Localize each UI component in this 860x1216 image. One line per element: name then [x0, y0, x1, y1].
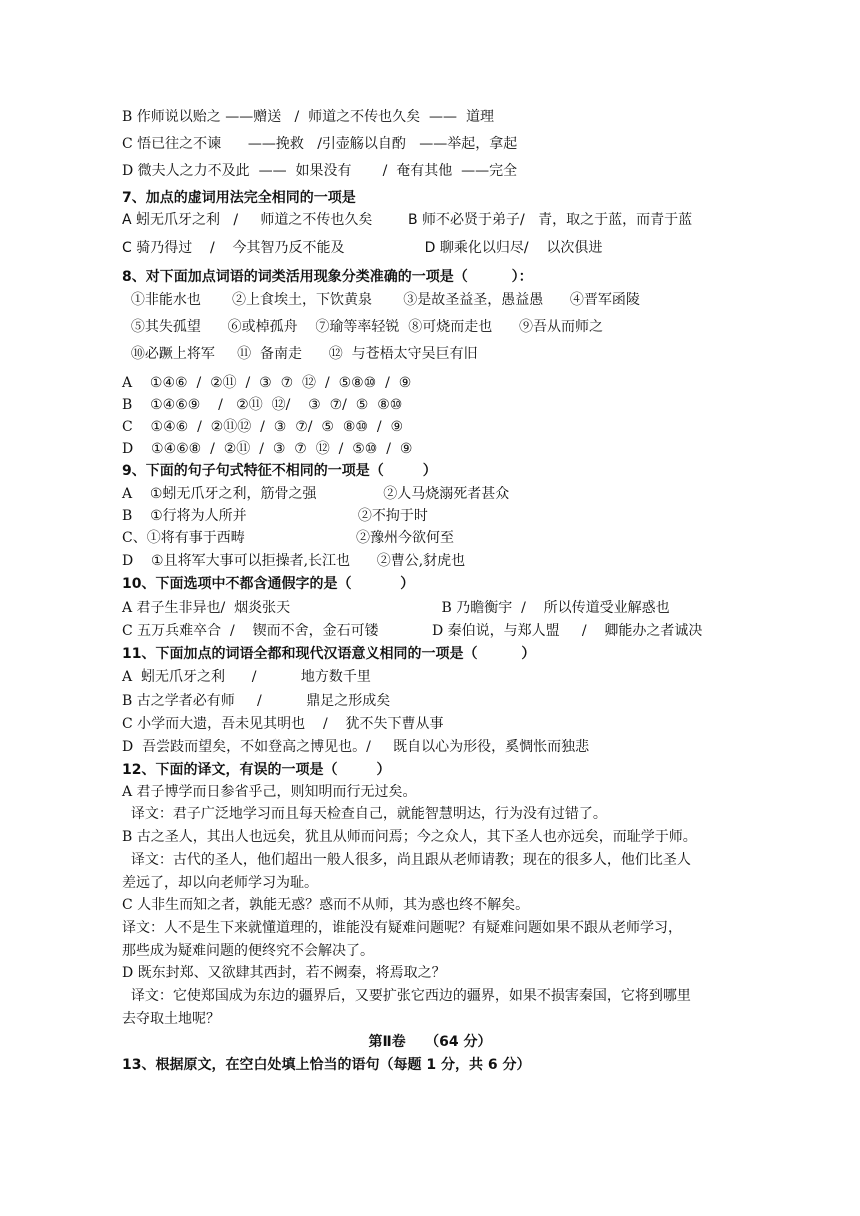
- q8-items-2: ⑤其失孤望 ⑥或棹孤舟 ⑦瑜等率轻锐 ⑧可烧而走也 ⑨吾从而师之: [122, 319, 604, 335]
- q9-option-a: A ①蚓无爪牙之利，筋骨之强 ②人马烧溺死者甚众: [122, 486, 510, 502]
- q11-option-a: A 蚓无爪牙之利 / 地方数千里: [122, 669, 371, 685]
- q12-option-b: B 古之圣人，其出人也远矣，犹且从师而问焉；今之众人，其下圣人也亦远矣，而耻学于师。: [122, 829, 697, 845]
- q12-option-d-translation-cont: 去夺取土地呢？: [122, 1011, 220, 1027]
- question-13: 13、根据原文，在空白处填上恰当的语句（每题 1 分，共 6 分）: [122, 1057, 531, 1073]
- q12-option-a-translation: 译文：君子广泛地学习而且每天检查自己，就能智慧明达，行为没有过错了。: [122, 806, 607, 822]
- q6-option-c: C 悟已往之不谏 ——挽救 /引壶觞以自酌 ——举起，拿起: [122, 136, 518, 152]
- question-8: 8、对下面加点词语的词类活用现象分类准确的一项是（ ）：: [122, 269, 533, 285]
- q8-option-b: B ①④⑥⑨ / ②⑪ ⑫/ ③ ⑦/ ⑤ ⑧⑩: [122, 397, 403, 413]
- question-12: 12、下面的译文，有误的一项是（ ）: [122, 762, 391, 778]
- q9-option-d: D ①且将军大事可以拒操者,长江也 ②曹公,豺虎也: [122, 553, 466, 569]
- question-7: 7、加点的虚词用法完全相同的一项是: [122, 190, 356, 206]
- q9-option-c: C、①将有事于西畴 ②豫州今欲何至: [122, 530, 454, 546]
- q6-option-b: B 作师说以贻之 ——赠送 / 师道之不传也久矣 —— 道理: [122, 109, 494, 125]
- question-10: 10、下面选项中不都含通假字的是（ ）: [122, 576, 415, 592]
- section-2-heading: 第Ⅱ卷 （64 分）: [368, 1034, 492, 1050]
- q8-items-3: ⑩必蹶上将军 ⑪ 备南走 ⑫ 与苍梧太守吴巨有旧: [122, 346, 478, 362]
- q6-option-d: D 微夫人之力不及此 —— 如果没有 / 奄有其他 ——完全: [122, 163, 518, 179]
- q11-option-b: B 古之学者必有师 / 鼎足之形成矣: [122, 693, 391, 709]
- q8-option-d: D ①④⑥⑧ / ②⑪ / ③ ⑦ ⑫ / ⑤⑩ / ⑨: [122, 441, 413, 457]
- q12-option-d-translation: 译文：它使郑国成为东边的疆界后，又要扩张它西边的疆界，如果不损害秦国，它将到哪里: [122, 988, 691, 1004]
- q10-options-cd: C 五万兵难卒合 / 锲而不舍，金石可镂 D 秦伯说，与郑人盟 / 卿能办之者诚决: [122, 623, 703, 639]
- q12-option-c: C 人非生而知之者，孰能无惑？惑而不从师，其为惑也终不解矣。: [122, 897, 530, 913]
- q8-items-1: ①非能水也 ②上食埃土，下饮黄泉 ③是故圣益圣，愚益愚 ④晋军函陵: [122, 292, 640, 308]
- q8-option-a: A ①④⑥ / ②⑪ / ③ ⑦ ⑫ / ⑤⑧⑩ / ⑨: [122, 375, 412, 391]
- question-9: 9、下面的句子句式特征不相同的一项是（ ）: [122, 463, 437, 479]
- q12-option-a: A 君子博学而日参省乎己，则知明而行无过矣。: [122, 784, 417, 800]
- q12-option-d: D 既东封郑、又欲肆其西封，若不阙秦，将焉取之？: [122, 965, 446, 981]
- q8-option-c: C ①④⑥ / ②⑪⑫ / ③ ⑦/ ⑤ ⑧⑩ / ⑨: [122, 419, 403, 435]
- q12-option-b-translation-cont: 差远了，却以向老师学习为耻。: [122, 875, 318, 891]
- q12-option-b-translation: 译文：古代的圣人，他们超出一般人很多，尚且跟从老师请教；现在的很多人，他们比圣人: [122, 852, 691, 868]
- question-11: 11、下面加点的词语全都和现代汉语意义相同的一项是（ ）: [122, 646, 536, 662]
- q7-options-cd: C 骑乃得过 / 今其智乃反不能及 D 聊乘化以归尽/ 以次俱进: [122, 240, 603, 256]
- q12-option-c-translation: 译文：人不是生下来就懂道理的，谁能没有疑难问题呢？有疑难问题如果不跟从老师学习，: [122, 920, 682, 936]
- q11-option-d: D 吾尝跂而望矣，不如登高之博见也。/ 既自以心为形役，奚惆怅而独悲: [122, 739, 590, 755]
- q11-option-c: C 小学而大遗，吾未见其明也 / 犹不失下曹从事: [122, 716, 444, 732]
- q12-option-c-translation-cont: 那些成为疑难问题的便终究不会解决了。: [122, 943, 374, 959]
- q7-options-ab: A 蚓无爪牙之利 / 师道之不传也久矣 B 师不必贤于弟子/ 青，取之于蓝，而青于蓝: [122, 212, 693, 228]
- q10-options-ab: A 君子生非异也/ 烟炎张天 B 乃瞻衡宇 / 所以传道受业解惑也: [122, 600, 670, 616]
- q9-option-b: B ①行将为人所并 ②不拘于时: [122, 508, 428, 524]
